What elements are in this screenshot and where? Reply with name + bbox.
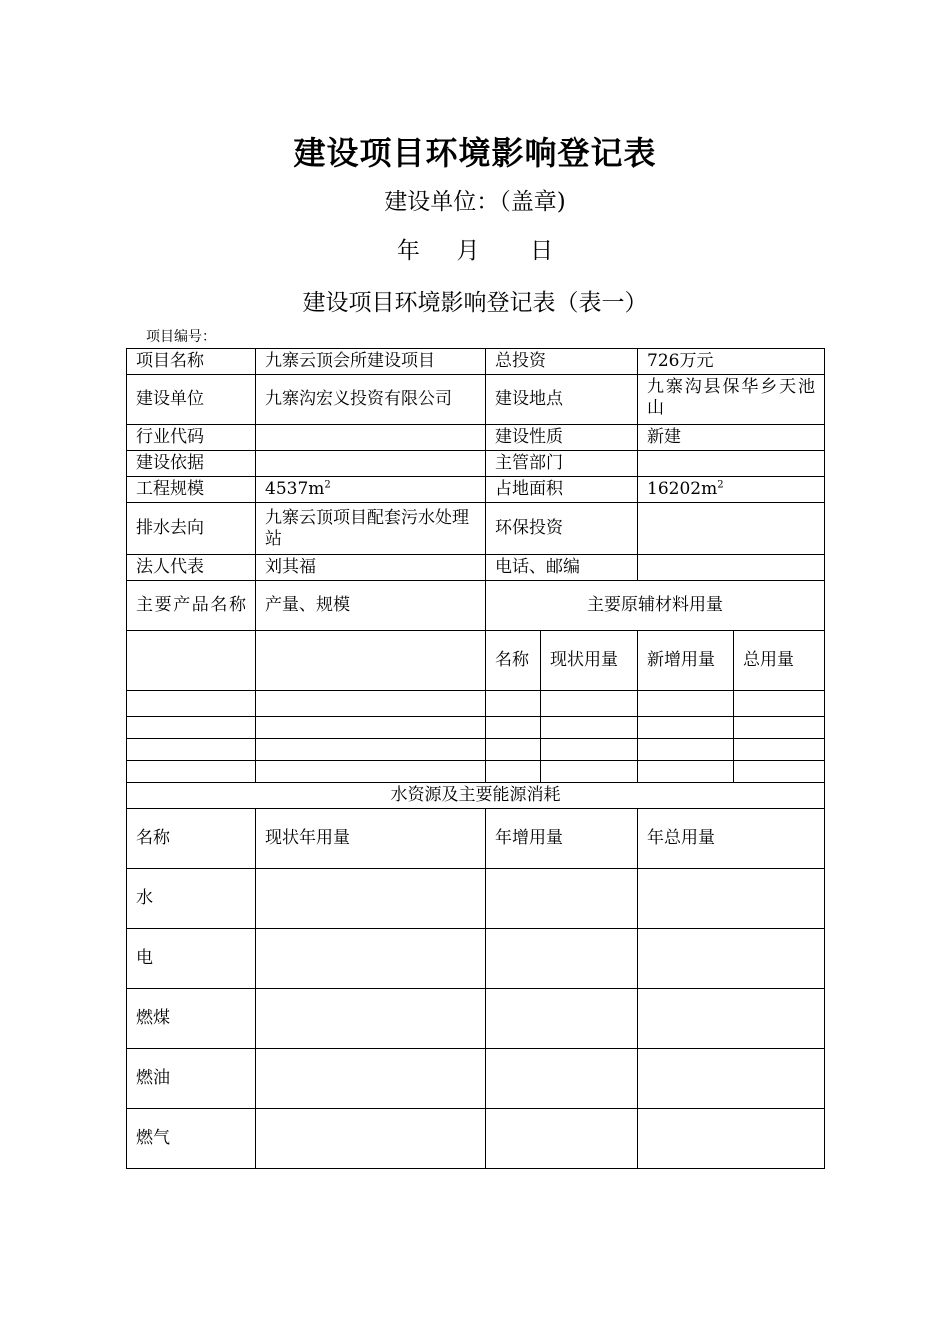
industry-code-label: 行业代码 [127, 425, 256, 451]
phone-label: 电话、邮编 [486, 555, 638, 581]
materials-col-new: 新增用量 [638, 631, 734, 691]
energy-row-water: 水 [127, 869, 256, 929]
table-row [127, 477, 825, 503]
phone-value [638, 555, 825, 581]
table-row [127, 783, 825, 809]
nature-value: 新建 [638, 425, 825, 451]
energy-col-name: 名称 [127, 809, 256, 869]
investment-label: 总投资 [486, 349, 638, 375]
energy-row-coal: 燃煤 [127, 989, 256, 1049]
product-name-label: 主要产品名称 [127, 581, 256, 631]
energy-col-current: 现状年用量 [256, 809, 486, 869]
scale-value: $4537m^2$ [256, 477, 486, 503]
form-title: 建设项目环境影响登记表 [293, 134, 657, 172]
drainage-value: 九寨云顶项目配套污水处理站 [256, 503, 486, 555]
table-row [127, 425, 825, 451]
energy-col-increase: 年增用量 [486, 809, 638, 869]
basis-value [256, 451, 486, 477]
energy-section-label: 水资源及主要能源消耗 [127, 783, 825, 809]
date-line [0, 232, 950, 265]
table-row [127, 349, 825, 375]
materials-col-name: 名称 [486, 631, 541, 691]
location-label: 建设地点 [486, 375, 638, 425]
drainage-label: 排水去向 [127, 503, 256, 555]
table-row [127, 869, 825, 929]
energy-row-electricity: 电 [127, 929, 256, 989]
legal-rep-label: 法人代表 [127, 555, 256, 581]
env-invest-value [638, 503, 825, 555]
project-name-value: 九寨云顶会所建设项目 [256, 349, 486, 375]
project-number-label: 项目编号： [146, 329, 216, 345]
industry-code-value [256, 425, 486, 451]
builder-label: 建设单位 [127, 375, 256, 425]
registration-table [126, 348, 825, 1169]
table-row [127, 717, 825, 739]
location-value: 九寨沟县保华乡天池山 [638, 375, 825, 425]
project-name-label: 项目名称 [127, 349, 256, 375]
authority-label: 主管部门 [486, 451, 638, 477]
table-row [127, 451, 825, 477]
table-row [127, 581, 825, 631]
investment-value: 726万元 [638, 349, 825, 375]
date-year: 年 [396, 238, 420, 264]
scale-label: 工程规模 [127, 477, 256, 503]
legal-rep-value: 刘其福 [256, 555, 486, 581]
env-invest-label: 环保投资 [486, 503, 638, 555]
table-row [127, 691, 825, 717]
table-row [127, 375, 825, 425]
basis-label: 建设依据 [127, 451, 256, 477]
materials-col-total: 总用量 [734, 631, 825, 691]
authority-value [638, 451, 825, 477]
table-row [127, 503, 825, 555]
area-label: 占地面积 [486, 477, 638, 503]
builder-value: 九寨沟宏义投资有限公司 [256, 375, 486, 425]
table-row [127, 989, 825, 1049]
materials-section-label: 主要原辅材料用量 [486, 581, 825, 631]
date-month: 月 [456, 238, 480, 264]
table-row [127, 739, 825, 761]
table-subtitle: 建设项目环境影响登记表（表一） [302, 290, 648, 316]
area-value: $16202m^2$ [638, 477, 825, 503]
builder-stamp-line: 建设单位：（盖章) [384, 189, 566, 215]
date-day: 日 [530, 238, 554, 264]
table-row [127, 809, 825, 869]
output-label: 产量、规模 [256, 581, 486, 631]
energy-row-oil: 燃油 [127, 1049, 256, 1109]
table-row [127, 761, 825, 783]
materials-col-current: 现状用量 [541, 631, 638, 691]
energy-col-total: 年总用量 [638, 809, 825, 869]
nature-label: 建设性质 [486, 425, 638, 451]
table-row [127, 555, 825, 581]
table-row [127, 1049, 825, 1109]
table-row [127, 631, 825, 691]
energy-row-gas: 燃气 [127, 1109, 256, 1169]
table-row [127, 1109, 825, 1169]
table-row [127, 929, 825, 989]
